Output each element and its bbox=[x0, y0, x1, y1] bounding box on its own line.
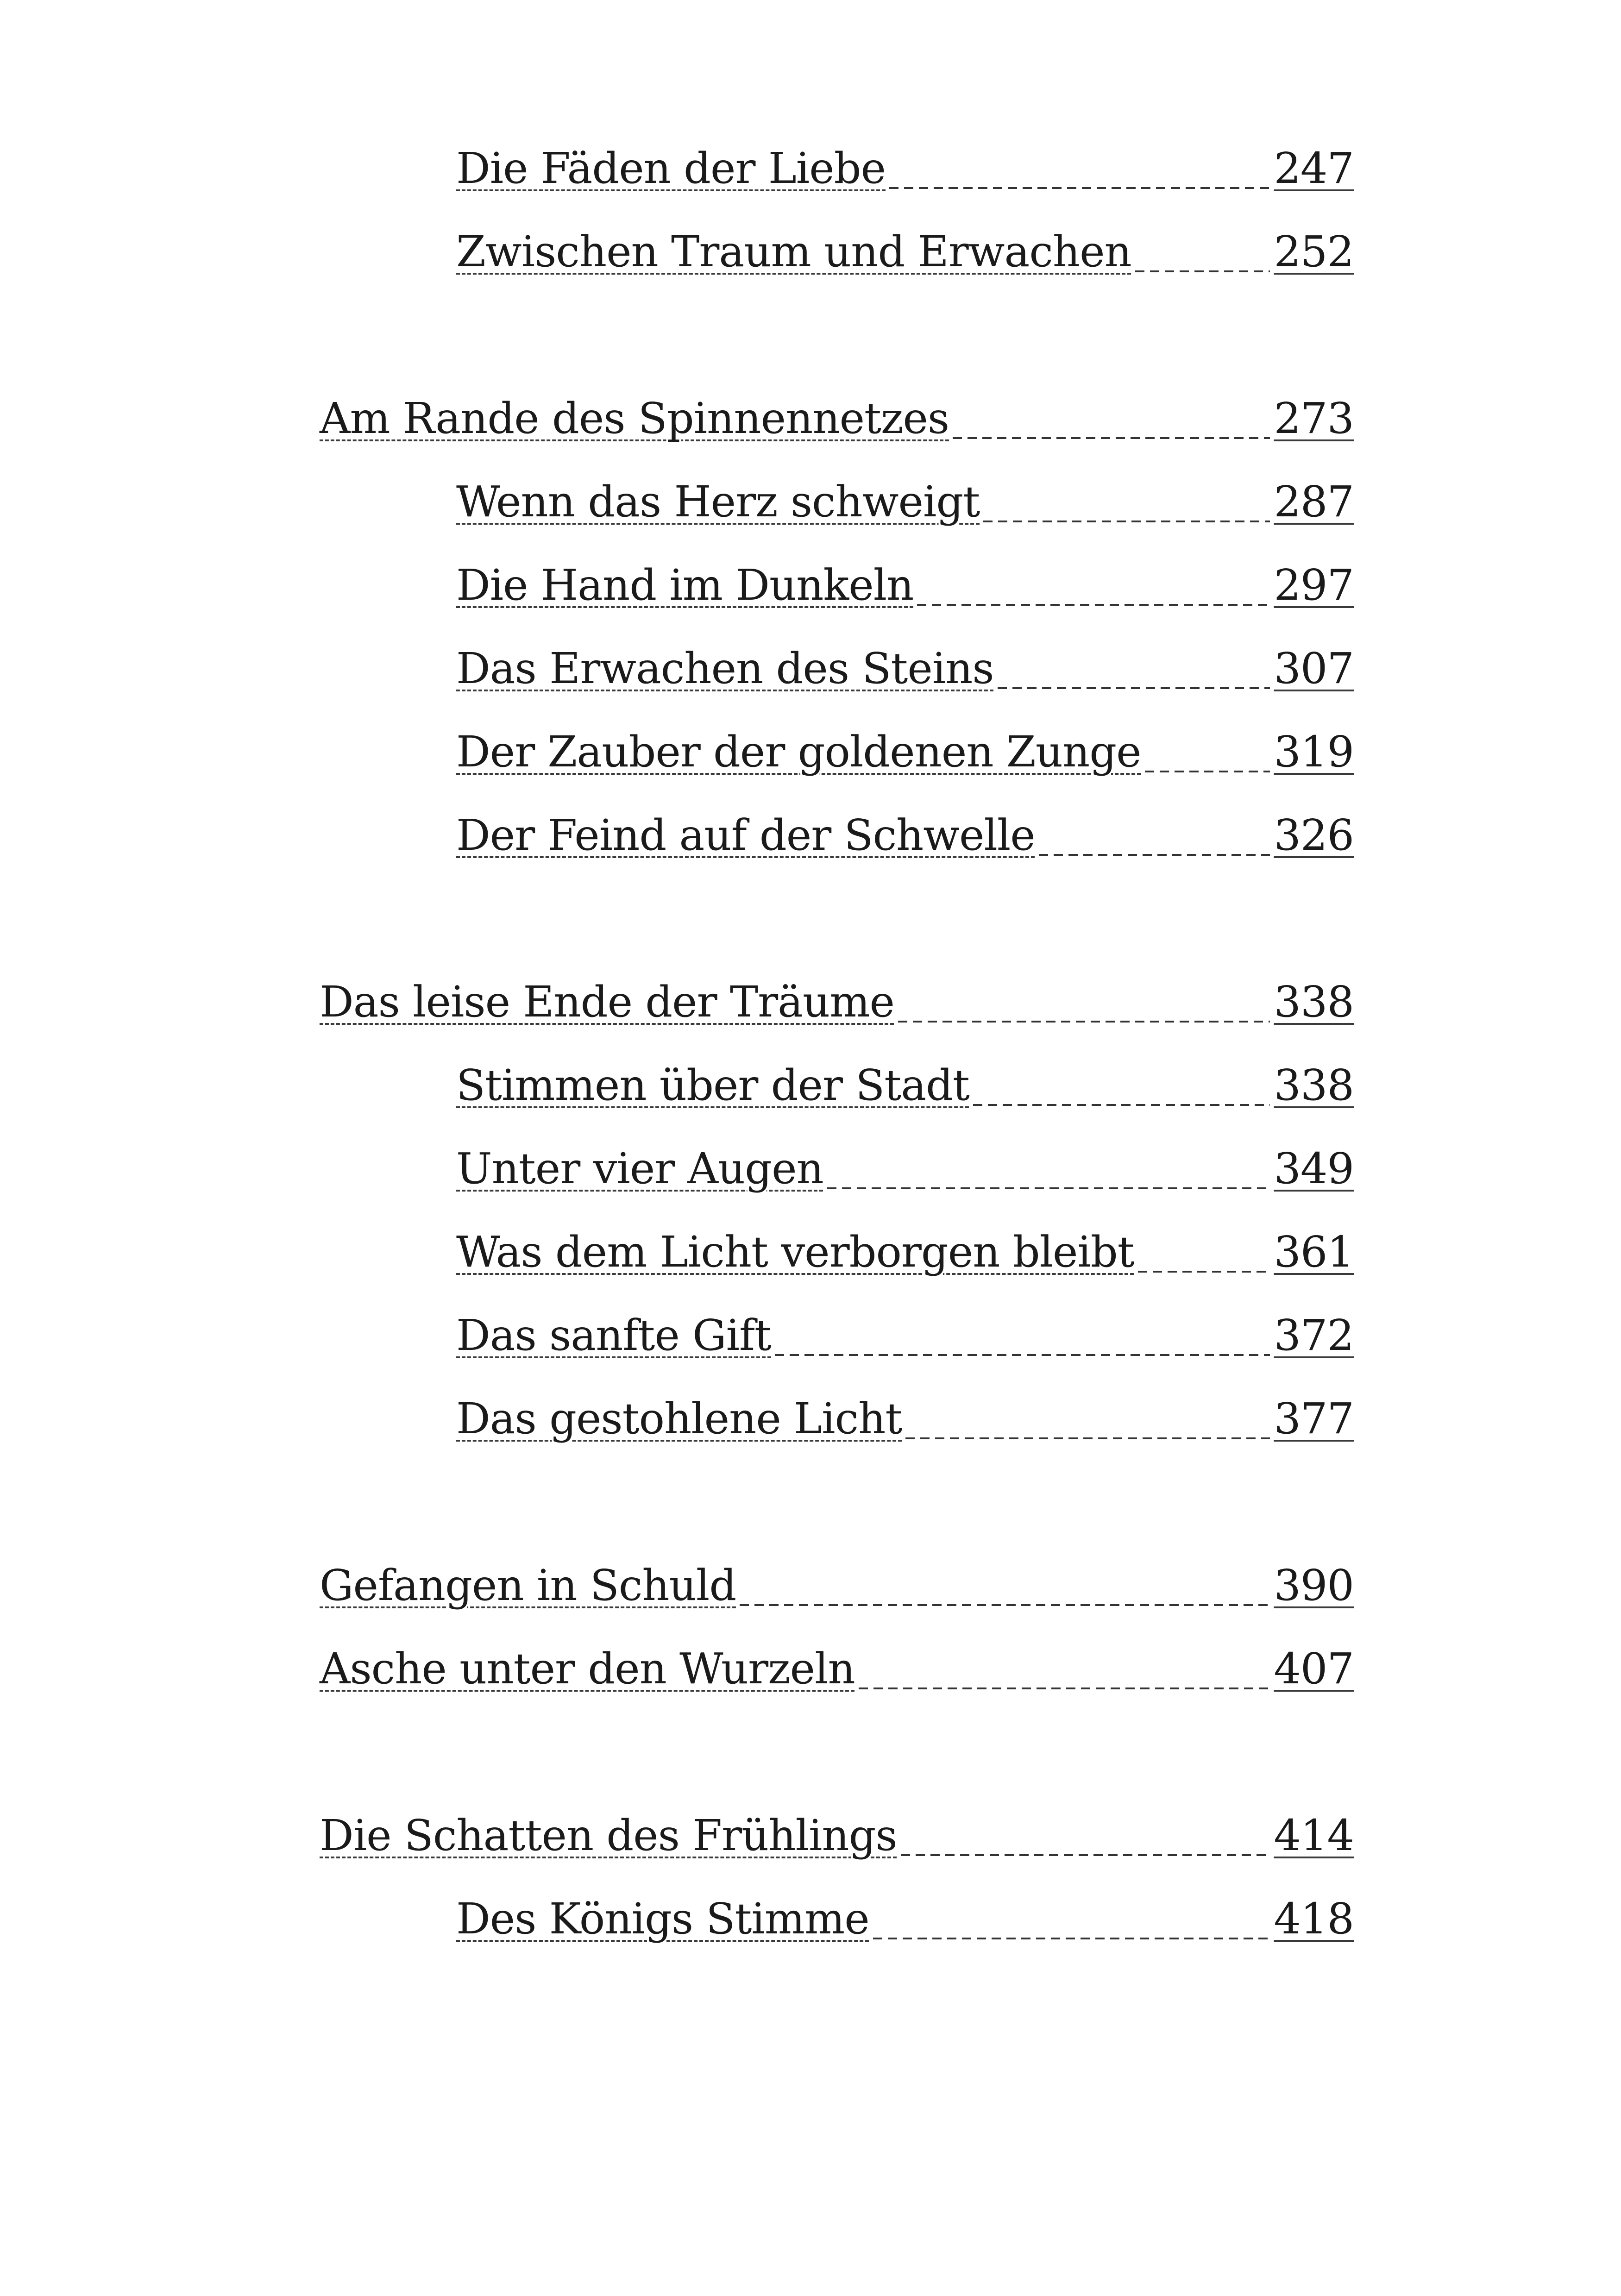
toc-entry-title: Das sanfte Gift bbox=[456, 1311, 772, 1360]
dot-leader bbox=[953, 437, 1270, 439]
toc-entry-title: Zwischen Traum und Erwachen bbox=[456, 227, 1131, 276]
toc-entry-unter-vier-augen[interactable] bbox=[456, 1135, 1354, 1193]
toc-entry-die-schatten-des-fruehlings[interactable] bbox=[320, 1801, 1354, 1860]
dot-leader bbox=[901, 1854, 1270, 1856]
dot-leader bbox=[905, 1437, 1270, 1439]
toc-entry-page: 338 bbox=[1274, 1060, 1354, 1110]
toc-entry-title: Die Hand im Dunkeln bbox=[456, 560, 914, 610]
toc-entry-title: Asche unter den Wurzeln bbox=[320, 1644, 855, 1694]
toc-entry-die-faeden-der-liebe[interactable] bbox=[456, 134, 1354, 193]
toc-entry-zwischen-traum-und-erwachen[interactable] bbox=[456, 218, 1354, 276]
toc-entry-was-dem-licht-verborgen-bleibt[interactable] bbox=[456, 1218, 1354, 1277]
toc-entry-gefangen-in-schuld[interactable] bbox=[320, 1551, 1354, 1610]
toc-entry-page: 307 bbox=[1274, 644, 1354, 693]
toc-entry-title: Stimmen über der Stadt bbox=[456, 1060, 969, 1110]
toc-entry-page: 273 bbox=[1274, 394, 1354, 443]
dot-leader bbox=[1145, 771, 1270, 772]
toc-entry-page: 407 bbox=[1274, 1644, 1354, 1694]
toc-entry-title: Das Erwachen des Steins bbox=[456, 644, 994, 693]
toc-entry-page: 377 bbox=[1274, 1394, 1354, 1443]
dot-leader bbox=[973, 1104, 1270, 1106]
toc-entry-page: 418 bbox=[1274, 1894, 1354, 1944]
toc-entry-asche-unter-den-wurzeln[interactable] bbox=[320, 1635, 1354, 1694]
toc-entry-title: Die Fäden der Liebe bbox=[456, 144, 886, 193]
toc-entry-das-sanfte-gift[interactable] bbox=[456, 1301, 1354, 1360]
toc-entry-page: 247 bbox=[1274, 144, 1354, 193]
dot-leader bbox=[1039, 854, 1270, 856]
toc-entry-page: 361 bbox=[1274, 1227, 1354, 1277]
dot-leader bbox=[775, 1354, 1270, 1356]
toc-entry-title: Unter vier Augen bbox=[456, 1144, 823, 1193]
toc-entry-page: 319 bbox=[1274, 727, 1354, 777]
dot-leader bbox=[859, 1687, 1270, 1689]
toc-entry-am-rande-des-spinnennetzes[interactable] bbox=[320, 384, 1354, 443]
toc-entry-title: Wenn das Herz schweigt bbox=[456, 477, 980, 527]
dot-leader bbox=[1135, 270, 1270, 272]
dot-leader bbox=[898, 1021, 1270, 1023]
toc-entry-title: Der Zauber der goldenen Zunge bbox=[456, 727, 1141, 777]
dot-leader bbox=[827, 1187, 1270, 1189]
toc-entry-title: Das gestohlene Licht bbox=[456, 1394, 902, 1443]
dot-leader bbox=[1138, 1271, 1270, 1273]
toc-entry-der-zauber-der-goldenen-zunge[interactable] bbox=[456, 718, 1354, 777]
toc-entry-page: 252 bbox=[1274, 227, 1354, 276]
dot-leader bbox=[998, 687, 1270, 689]
toc-entry-des-koenigs-stimme[interactable] bbox=[456, 1885, 1354, 1944]
dot-leader bbox=[740, 1604, 1270, 1606]
toc-entry-page: 372 bbox=[1274, 1311, 1354, 1360]
toc-entry-page: 297 bbox=[1274, 560, 1354, 610]
toc-entry-page: 287 bbox=[1274, 477, 1354, 527]
toc-entry-page: 349 bbox=[1274, 1144, 1354, 1193]
toc-entry-page: 338 bbox=[1274, 977, 1354, 1027]
toc-entry-das-gestohlene-licht[interactable] bbox=[456, 1385, 1354, 1443]
toc-entry-page: 326 bbox=[1274, 810, 1354, 860]
dot-leader bbox=[873, 1938, 1270, 1939]
toc-entry-title: Die Schatten des Frühlings bbox=[320, 1811, 897, 1860]
dot-leader bbox=[983, 521, 1270, 522]
toc-entry-der-feind-auf-der-schwelle[interactable] bbox=[456, 801, 1354, 860]
toc-entry-die-hand-im-dunkeln[interactable] bbox=[456, 551, 1354, 610]
toc-entry-das-leise-ende-der-traeume[interactable] bbox=[320, 968, 1354, 1027]
toc-entry-stimmen-ueber-der-stadt[interactable] bbox=[456, 1051, 1354, 1110]
toc-entry-title: Des Königs Stimme bbox=[456, 1894, 869, 1944]
toc-entry-wenn-das-herz-schweigt[interactable] bbox=[456, 468, 1354, 527]
dot-leader bbox=[889, 187, 1270, 189]
toc-entry-title: Der Feind auf der Schwelle bbox=[456, 810, 1035, 860]
dot-leader bbox=[917, 604, 1270, 606]
toc-entry-page: 414 bbox=[1274, 1811, 1354, 1860]
toc-entry-page: 390 bbox=[1274, 1561, 1354, 1610]
toc-entry-das-erwachen-des-steins[interactable] bbox=[456, 634, 1354, 693]
toc-entry-title: Was dem Licht verborgen bleibt bbox=[456, 1227, 1134, 1277]
toc-entry-title: Das leise Ende der Träume bbox=[320, 977, 894, 1027]
toc-entry-title: Am Rande des Spinnennetzes bbox=[320, 394, 949, 443]
toc-entry-title: Gefangen in Schuld bbox=[320, 1561, 736, 1610]
